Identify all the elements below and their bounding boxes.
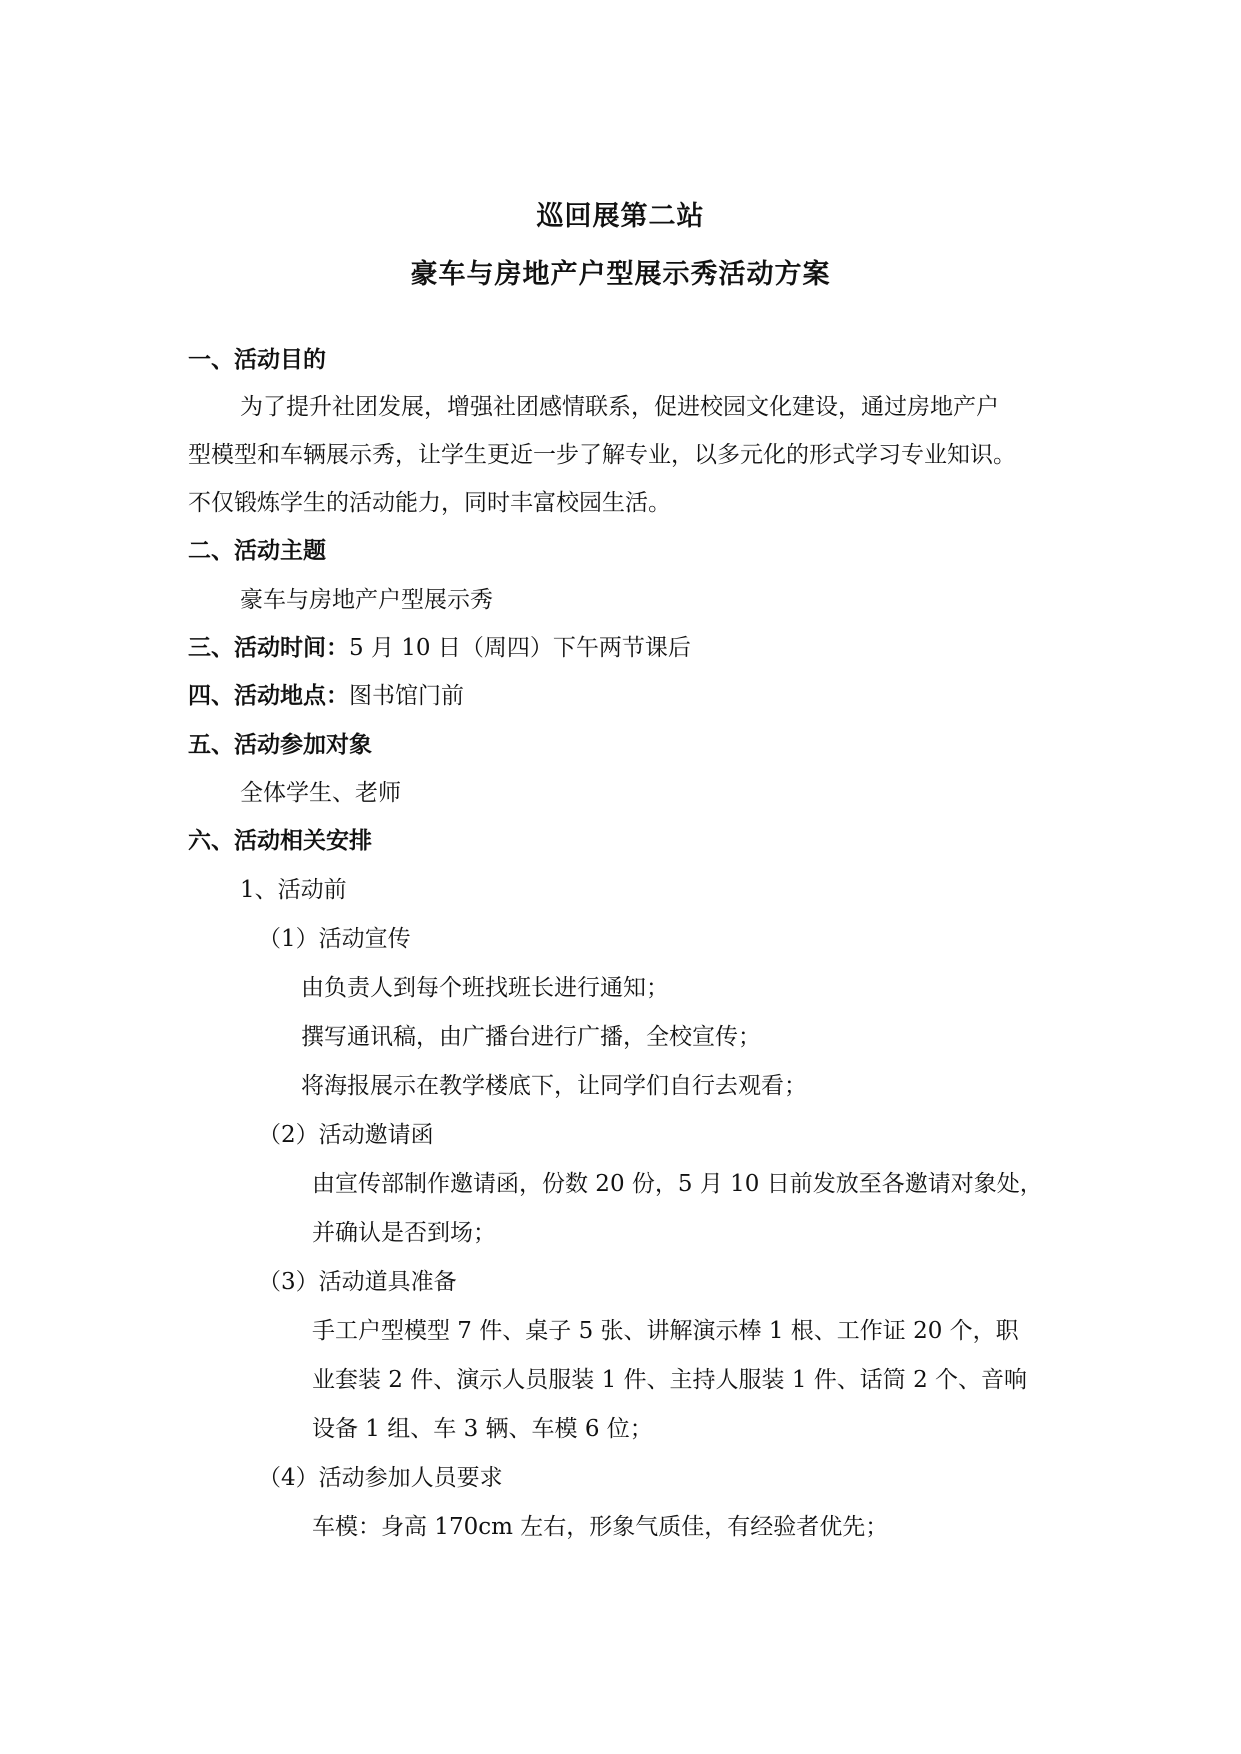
section-3-row: [188, 633, 691, 663]
section-6-heading: 六、活动相关安排: [188, 827, 372, 854]
item-3-title: （3）活动道具准备: [258, 1269, 457, 1295]
section-4-value: 图书馆门前: [349, 683, 464, 709]
item-4-line: 车模：身高 170cm 左右，形象气质佳，有经验者优先；: [312, 1514, 889, 1540]
section-1-paragraph-line: 为了提升社团发展，增强社团感情联系，促进校园文化建设，通过房地产户: [240, 394, 999, 420]
section-4-label: 四、活动地点：: [188, 682, 349, 709]
item-1-title: （1）活动宣传: [258, 926, 411, 952]
section-1-paragraph-line: 不仅锻炼学生的活动能力，同时丰富校园生活。: [188, 490, 671, 516]
document-subtitle: 豪车与房地产户型展示秀活动方案: [410, 259, 831, 290]
section-3-label: 三、活动时间：: [188, 634, 349, 661]
item-2-title: （2）活动邀请函: [258, 1122, 434, 1148]
item-2-line: 并确认是否到场；: [312, 1220, 496, 1246]
section-2-heading: 二、活动主题: [188, 537, 326, 564]
section-1-heading: 一、活动目的: [188, 346, 326, 373]
item-3-line: 设备 1 组、车 3 辆、车模 6 位；: [312, 1416, 653, 1442]
section-4-row: [188, 681, 464, 711]
item-3-line: 业套装 2 件、演示人员服装 1 件、主持人服装 1 件、话筒 2 个、音响: [312, 1367, 1028, 1393]
item-3-line: 手工户型模型 7 件、桌子 5 张、讲解演示棒 1 根、工作证 20 个，职: [312, 1318, 1019, 1344]
section-3-value: 5 月 10 日（周四）下午两节课后: [349, 635, 691, 661]
item-1-line: 由负责人到每个班找班长进行通知；: [301, 975, 669, 1001]
item-4-title: （4）活动参加人员要求: [258, 1465, 503, 1491]
document-title: 巡回展第二站: [536, 201, 705, 232]
item-1-line: 撰写通讯稿，由广播台进行广播，全校宣传；: [301, 1024, 761, 1050]
phase-1-heading: 1、活动前: [240, 877, 347, 903]
section-5-heading: 五、活动参加对象: [188, 731, 372, 758]
item-1-line: 将海报展示在教学楼底下，让同学们自行去观看；: [301, 1073, 807, 1099]
section-2-text: 豪车与房地产户型展示秀: [240, 587, 493, 613]
item-2-line: 由宣传部制作邀请函，份数 20 份，5 月 10 日前发放至各邀请对象处，: [312, 1171, 1043, 1197]
section-5-text: 全体学生、老师: [240, 780, 401, 806]
section-1-paragraph-line: 型模型和车辆展示秀，让学生更近一步了解专业，以多元化的形式学习专业知识。: [188, 442, 1016, 468]
